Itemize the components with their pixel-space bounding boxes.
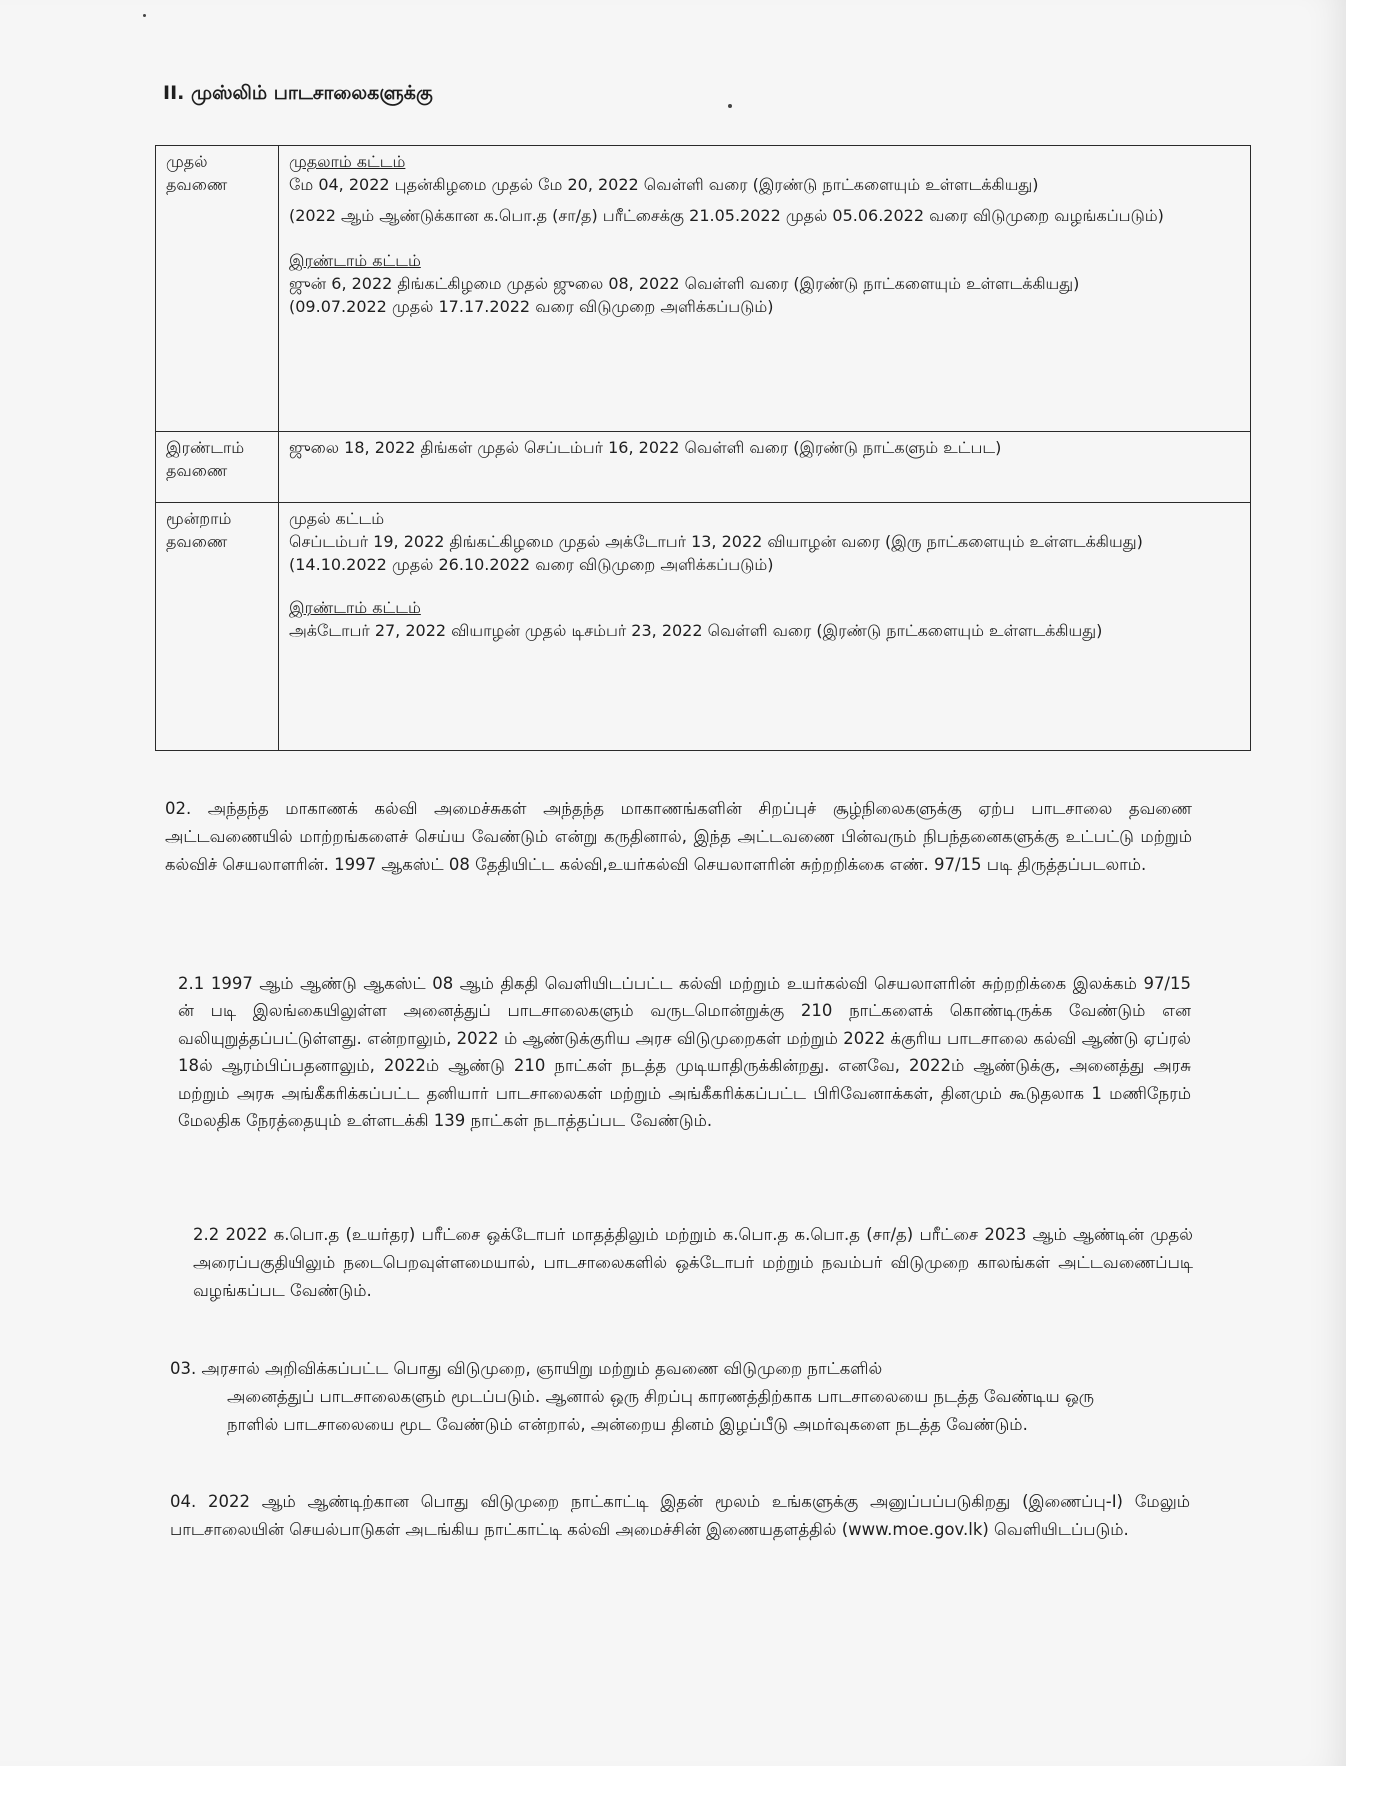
term-details [279, 146, 1251, 432]
holiday-note: (14.10.2022 முதல் 26.10.2022 வரை விடுமுறை அளிக்கப்படும்) [289, 555, 774, 574]
term-label: முதல் தவணை [156, 146, 279, 432]
term-schedule-table [155, 145, 1251, 751]
holiday-note: (2022 ஆம் ஆண்டுக்கான க.பொ.த (சா/த) பரீட்சைக்கு 21.05.2022 முதல் 05.06.2022 வரை விடுமுறை வழங்கப்படும்) [289, 206, 1164, 225]
table-row [156, 146, 1251, 432]
phase-title: இரண்டாம் கட்டம் [289, 251, 421, 270]
paragraph-2-2: 2.2 2022 க.பொ.த (உயர்தர) பரீட்சை ஒக்டோபர் மாதத்திலும் மற்றும் க.பொ.த க.பொ.த (சா/த) பரீட்சை 2023 ஆம் ஆண்டின் முதல் அரைப்பகுதியிலும் நடைபெறவுள்ளமையால், பாடசாலைகளில் ஒக்டோபர் மற்றும் நவம்பர் விடுமுறை காலங்கள் அட்டவணைப்படி வழங்கப்பட வேண்டும். [193, 1225, 1193, 1300]
phase-period: ஜுன் 6, 2022 திங்கட்கிழமை முதல் ஜுலை 08, 2022 வெள்ளி வரை (இரண்டு நாட்களையும் உள்ளடக்கியது) [289, 274, 1080, 293]
table-row [156, 503, 1251, 751]
term-details [279, 503, 1251, 751]
phase-period: மே 04, 2022 புதன்கிழமை முதல் மே 20, 2022 வெள்ளி வரை (இரண்டு நாட்களையும் உள்ளடக்கியது) [289, 175, 1039, 194]
term-label: மூன்றாம் தவணை [156, 503, 279, 751]
phase-title: முதலாம் கட்டம் [289, 152, 406, 171]
term-details [279, 432, 1251, 503]
phase-title: இரண்டாம் கட்டம் [289, 598, 421, 617]
phase-period: செப்டம்பர் 19, 2022 திங்கட்கிழமை முதல் அக்டோபர் 13, 2022 வியாழன் வரை (இரு நாட்களையும் உள்ளடக்கியது) [289, 532, 1143, 551]
scan-speck [143, 14, 146, 17]
holiday-note: (09.07.2022 முதல் 17.17.2022 வரை விடுமுறை அளிக்கப்படும்) [289, 297, 774, 316]
paragraph-04: 04. 2022 ஆம் ஆண்டிற்கான பொது விடுமுறை நாட்காட்டி இதன் மூலம் உங்களுக்கு அனுப்பப்படுகிறது (இணைப்பு-I) மேலும் பாடசாலையின் செயல்பாடுகள் அடங்கிய நாட்காட்டி கல்வி அமைச்சின் இணையதளத்தில் (www.moe.gov.lk) வெளியிடப்படும். [170, 1492, 1190, 1539]
phase-period: அக்டோபர் 27, 2022 வியாழன் முதல் டிசம்பர் 23, 2022 வெள்ளி வரை (இரண்டு நாட்களையும் உள்ளடக்கியது) [289, 621, 1103, 640]
paragraph-03 [170, 1355, 1130, 1439]
phase-title: முதல் கட்டம் [289, 509, 385, 528]
paragraph-03-first-line: 03. அரசால் அறிவிக்கப்பட்ட பொது விடுமுறை, ஞாயிறு மற்றும் தவணை விடுமுறை நாட்களில் [170, 1359, 883, 1378]
section-heading: II. முஸ்லிம் பாடசாலைகளுக்கு [163, 82, 433, 104]
paragraph-02: 02. அந்தந்த மாகாணக் கல்வி அமைச்சுகள் அந்தந்த மாகாணங்களின் சிறப்புச் சூழ்நிலைகளுக்கு ஏற்ப பாடசாலை தவணை அட்டவணையில் மாற்றங்களைச் செய்ய வேண்டும் என்று கருதினால், இந்த அட்டவணை பின்வரும் நிபந்தனைகளுக்கு உட்பட்டு மற்றும் கல்விச் செயலாளரின். 1997 ஆகஸ்ட் 08 தேதியிட்ட கல்வி,உயர்கல்வி செயலாளரின் சுற்றறிக்கை எண். 97/15 படி திருத்தப்படலாம். [165, 799, 1193, 874]
page-margin [1346, 0, 1390, 1799]
term-label: இரண்டாம் தவணை [156, 432, 279, 503]
paragraph-03-continuation: அனைத்துப் பாடசாலைகளும் மூடப்படும். ஆனால் ஒரு சிறப்பு காரணத்திற்காக பாடசாலையை நடத்த வேண்டிய ஒரு நாளில் பாடசாலையை மூட வேண்டும் என்றால், அன்றைய தினம் இழப்பீடு அமர்வுகளை நடத்த வேண்டும். [227, 1387, 1095, 1434]
table-row [156, 432, 1251, 503]
term-period: ஜுலை 18, 2022 திங்கள் முதல் செப்டம்பர் 16, 2022 வெள்ளி வரை (இரண்டு நாட்களும் உட்பட) [289, 438, 1002, 457]
paragraph-2-1: 2.1 1997 ஆம் ஆண்டு ஆகஸ்ட் 08 ஆம் திகதி வெளியிடப்பட்ட கல்வி மற்றும் உயர்கல்வி செயலாளரின் சுற்றறிக்கை இலக்கம் 97/15 ன் படி இலங்கையிலுள்ள அனைத்துப் பாடசாலைகளும் வருடமொன்றுக்கு 210 நாட்களைக் கொண்டிருக்க வேண்டும் என வலியுறுத்தப்பட்டுள்ளது. என்றாலும், 2022 ம் ஆண்டுக்குரிய அரச விடுமுறைகள் மற்றும் 2022 க்குரிய பாடசாலை கல்வி ஆண்டு ஏப்ரல் 18ல் ஆரம்பிப்பதனாலும், 2022ம் ஆண்டு 210 நாட்கள் நடத்த முடியாதிருக்கின்றது. எனவே, 2022ம் ஆண்டுக்கு, அனைத்து அரசு மற்றும் அரசு அங்கீகரிக்கப்பட்ட தனியார் பாடசாலைகள் மற்றும் அங்கீகரிக்கப்பட்ட பிரிவேனாக்கள், தினமும் கூடுதலாக 1 மணிநேரம் மேலதிக நேரத்தையும் உள்ளடக்கி 139 நாட்கள் நடாத்தப்பட வேண்டும். [178, 974, 1191, 1131]
scan-speck [728, 104, 732, 108]
